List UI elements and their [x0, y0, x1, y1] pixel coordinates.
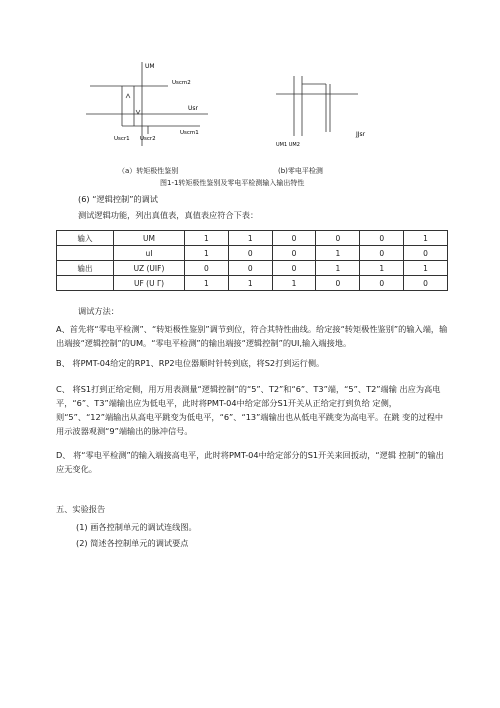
table-cell: 1	[185, 231, 229, 246]
input-label: 输入	[57, 231, 114, 246]
figure-title: 图1-1转矩极性鉴别及零电平检测输入输出特性	[160, 179, 305, 187]
report-item-2: (2) 简述各控制单元的调试要点	[76, 538, 189, 548]
table-row	[57, 261, 448, 276]
row-name: UZ (UIF)	[114, 261, 185, 276]
figure-a-label-uscr2: Uscr2	[140, 136, 156, 142]
figure-a-caption: （a）转矩极性鉴别	[118, 167, 179, 175]
table-cell: 1	[185, 246, 229, 261]
table-cell: 0	[316, 231, 360, 246]
method-a: A、首先将“零电平检测”、“转矩极性鉴别”调节到位，符合其特性曲线。给定接“转矩极性鉴别”的输入端，输出端接“逻辑控制”的UM。“零电平检测”的输出端接“逻辑控制”的UI,输入端接地。	[56, 324, 448, 348]
output-label: 输出	[57, 261, 114, 276]
table-cell: 0	[404, 246, 448, 261]
table-row	[57, 231, 448, 246]
report-heading: 五、实验报告	[56, 504, 106, 514]
row-name: uI	[114, 246, 185, 261]
table-cell: 1	[404, 261, 448, 276]
method-d: D、 将“零电平检测”的输入端接高电平，此时将PMT-04中给定部分的S1开关来回扳动，“逻辑 控制”的输出应无变化。	[56, 450, 444, 474]
table-cell: 0	[316, 276, 360, 291]
table-row	[57, 276, 448, 291]
table-cell: 0	[228, 246, 272, 261]
table-cell: 0	[185, 261, 229, 276]
table-cell: 1	[228, 276, 272, 291]
figure-a-label-uscr1: Uscr1	[114, 136, 130, 142]
table-cell: 0	[272, 261, 316, 276]
figure-b-caption: (b)零电平检测	[278, 167, 323, 175]
section6-heading: (6) “逻辑控制”的调试	[78, 194, 158, 204]
table-cell: 0	[272, 231, 316, 246]
table-cell: 1	[316, 246, 360, 261]
table-cell: 0	[360, 246, 404, 261]
figure-b-label-um: UM1 UM2	[276, 142, 300, 148]
section6-intro: 测试逻辑功能，列出真值表，真值表应符合下表：	[78, 210, 259, 220]
figure-a-axis-x-label: Usr	[188, 105, 198, 112]
table-cell: 1	[316, 261, 360, 276]
figure-b-zero-level	[266, 70, 378, 150]
figure-a-label-uscm2: Uscm2	[172, 80, 191, 86]
method-heading: 调试方法：	[78, 306, 119, 316]
method-b: B、 将PMT-04给定的RP1、RP2电位器顺时针转到底，将S2打到运行侧。	[56, 358, 325, 368]
table-cell: 1	[404, 231, 448, 246]
table-cell: 1	[228, 231, 272, 246]
row-name: UM	[114, 231, 185, 246]
table-cell: 1	[185, 276, 229, 291]
table-cell: 0	[360, 276, 404, 291]
report-item-1: (1) 画各控制单元的调试连线图。	[76, 522, 197, 532]
truth-table	[56, 230, 448, 291]
figure-a-torque-polarity	[80, 54, 220, 154]
method-c: C、 将S1打到正给定侧，用万用表测量“逻辑控制”的“5”、T2”和“6”、T3”端，“5”、T2”端输 出应为高电平，“6”、T3”端输出应为低电平，此时将PMT-04中给定部分S1开关从正给定打到负给 定侧，则“5”、“12”端输出从高电平跳变为低电平，“6”、“13”端输出也从低电平跳变为高电平。在跳 变的过程中用示波器观测“9”端输出的脉冲信号。	[56, 384, 444, 436]
row-name: UF (U Γ)	[114, 276, 185, 291]
table-cell: 0	[228, 261, 272, 276]
table-cell: 1	[360, 261, 404, 276]
table-row	[57, 246, 448, 261]
table-cell: 0	[272, 246, 316, 261]
table-cell: 0	[360, 231, 404, 246]
table-cell: 0	[404, 276, 448, 291]
figure-b-axis-x-label: JJsr	[356, 131, 366, 138]
table-cell: 1	[272, 276, 316, 291]
figure-a-axis-y-label: UM	[145, 63, 155, 70]
figure-a-label-uscm1: Uscm1	[180, 130, 199, 136]
